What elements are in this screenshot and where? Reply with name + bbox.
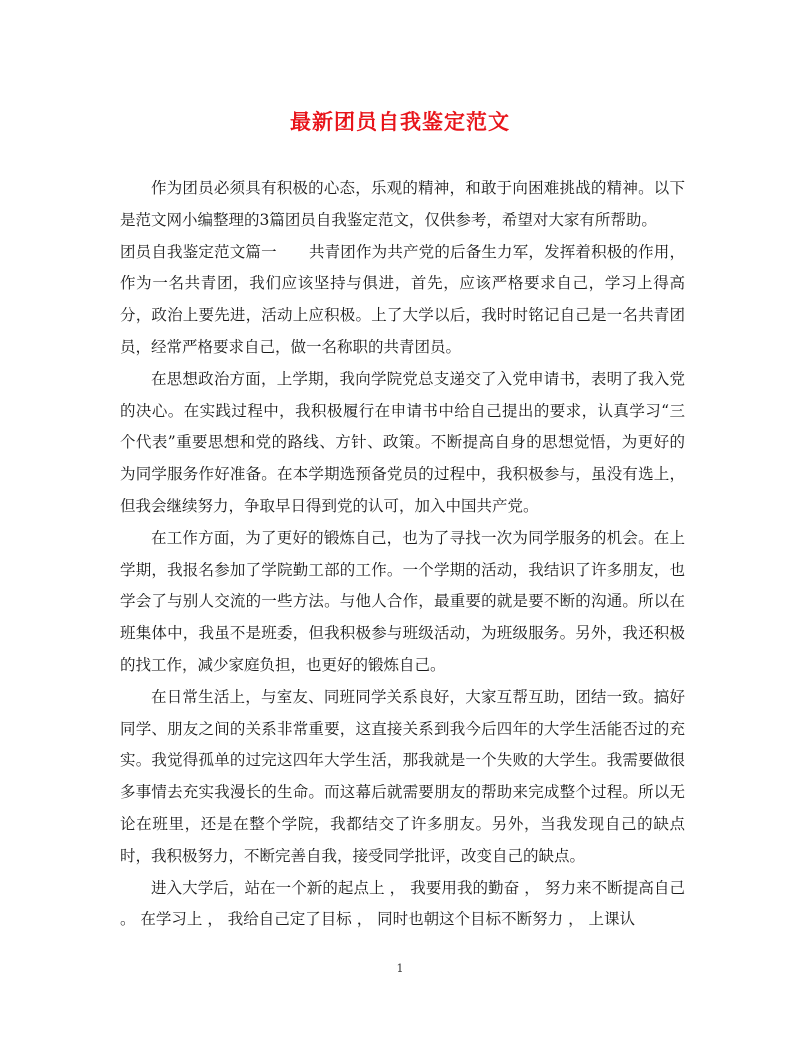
section-first-text: 共青团作为共产党的后备生力军，发挥着积极的作用，作为一名共青团，我们应该坚持与俱进，首先，应该严格要求自己，学习上得高分，政治上要先进，活动上应积极。上了大学以后，我时时铭记自己是一名共青团员，经常严格要求自己，做一名称职的共青团员。 — [120, 242, 685, 356]
document-title: 最新团员自我鉴定范文 — [290, 109, 510, 134]
intro-paragraph: 作为团员必须具有积极的心态，乐观的精神，和敢于向困难挑战的精神。以下是范文网小编整理的3篇团员自我鉴定范文，仅供参考，希望对大家有所帮助。 — [120, 179, 685, 229]
page-number: 1 — [396, 962, 404, 975]
paragraph-politics: 在思想政治方面，上学期，我向学院党总支递交了入党申请书，表明了我入党的决心。在实践过程中，我积极履行在申请书中给自己提出的要求，认真学习“三个代表”重要思想和党的路线、方针、政策。不断提高自身的思想觉悟，为更好的为同学服务作好准备。在本学期选预备党员的过程中，我积极参与，虽没有选上，但我会继续努力，争取早日得到党的认可，加入中国共产党。 — [120, 369, 685, 515]
paragraph-study: 进入大学后，站在一个新的起点上 ， 我要用我的勤奋 ， 努力来不断提高自己 。 在学习上 ， 我给自己定了目标 ， 同时也朝这个目标不断努力 ， 上课认 — [120, 878, 685, 929]
section-heading: 团员自我鉴定范文篇一 — [120, 242, 277, 261]
section-first-paragraph — [120, 237, 685, 364]
paragraph-daily-life: 在日常生活上，与室友、同班同学关系良好，大家互帮互助，团结一致。搞好同学、朋友之间的关系非常重要，这直接关系到我今后四年的大学生活能否过的充实。我觉得孤单的过完这四年大学生活，那我就是一个失败的大学生。我需要做很多事情去充实我漫长的生命。而这幕后就需要朋友的帮助来完成整个过程。所以无论在班里，还是在整个学院，我都结交了许多朋友。另外，当我发现自己的缺点时，我积极努力，不断完善自我，接受同学批评，改变自己的缺点。 — [120, 687, 685, 865]
paragraph-work: 在工作方面，为了更好的锻炼自己，也为了寻找一次为同学服务的机会。在上学期，我报名参加了学院勤工部的工作。一个学期的活动，我结识了许多朋友，也学会了与别人交流的一些方法。与他人合作，最重要的就是要不断的沟通。所以在班集体中，我虽不是班委，但我积极参与班级活动，为班级服务。另外，我还积极的找工作，减少家庭负担，也更好的锻炼自己。 — [120, 528, 685, 674]
document-body — [120, 173, 685, 936]
